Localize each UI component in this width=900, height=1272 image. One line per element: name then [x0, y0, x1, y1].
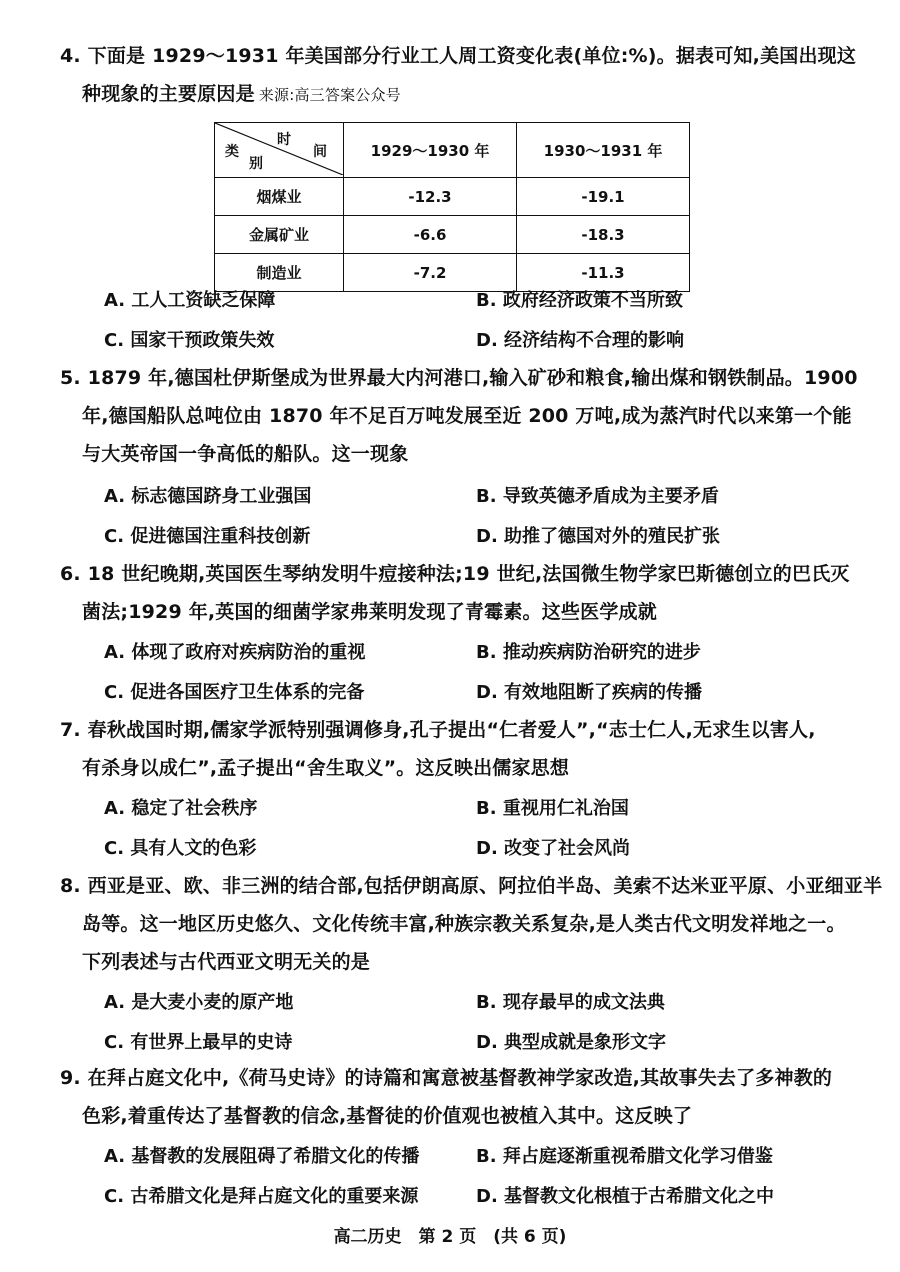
- question-4-text-line-2: [60, 82, 860, 107]
- question-text-line: 年,德国船队总吨位由 1870 年不足百万吨发展至近 200 万吨,成为蒸汽时代以来第一个能: [82, 405, 852, 427]
- question-9-options: [104, 1142, 864, 1222]
- table-cell: -12.3: [344, 178, 517, 216]
- table-row: [215, 216, 690, 254]
- option-c[interactable]: C. 具有人文的色彩: [104, 838, 257, 859]
- page-footer: 高二历史 第 2 页 (共 6 页): [333, 1227, 567, 1247]
- question-9: [60, 1066, 860, 1142]
- row-label: 金属矿业: [215, 216, 344, 254]
- question-5: [60, 366, 860, 480]
- row-label: 烟煤业: [215, 178, 344, 216]
- question-7: [60, 718, 860, 794]
- question-text-line: 5. 1879 年,德国杜伊斯堡成为世界最大内河港口,输入矿砂和粮食,输出煤和钢铁制品。1900: [60, 367, 858, 389]
- row-label: 制造业: [215, 254, 344, 292]
- option-c[interactable]: C. 有世界上最早的史诗: [104, 1032, 293, 1053]
- question-4-options: [104, 286, 864, 366]
- option-c[interactable]: C. 古希腊文化是拜占庭文化的重要来源: [104, 1186, 419, 1207]
- option-a[interactable]: A. 稳定了社会秩序: [104, 798, 258, 819]
- column-header: 1930～1931 年: [517, 123, 690, 178]
- option-b[interactable]: B. 推动疾病防治研究的进步: [476, 642, 701, 663]
- header-category-char-1: 类: [225, 144, 239, 160]
- question-6-options: [104, 638, 864, 718]
- question-4-text-line-1: 4. 下面是 1929～1931 年美国部分行业工人周工资变化表(单位:%)。据表可知,美国出现这: [60, 45, 857, 67]
- option-b[interactable]: B. 导致英德矛盾成为主要矛盾: [476, 486, 719, 507]
- question-text-line: 下列表述与古代西亚文明无关的是: [82, 951, 371, 973]
- option-b[interactable]: B. 重视用仁礼治国: [476, 798, 629, 819]
- source-note: 来源:高三答案公众号: [258, 86, 401, 104]
- table-cell: -11.3: [517, 254, 690, 292]
- option-c[interactable]: C. 促进各国医疗卫生体系的完备: [104, 682, 365, 703]
- option-a[interactable]: A. 标志德国跻身工业强国: [104, 486, 312, 507]
- question-6: [60, 562, 860, 638]
- question-text-line: 8. 西亚是亚、欧、非三洲的结合部,包括伊朗高原、阿拉伯半岛、美索不达米亚平原、小亚细亚半: [60, 875, 883, 897]
- question-5-options: [104, 482, 864, 562]
- option-a[interactable]: A. 是大麦小麦的原产地: [104, 992, 294, 1013]
- header-time-char-2: 间: [313, 144, 327, 160]
- question-text-line: 9. 在拜占庭文化中,《荷马史诗》的诗篇和寓意被基督教神学家改造,其故事失去了多神教的: [60, 1067, 833, 1089]
- option-a[interactable]: A. 工人工资缺乏保障: [104, 290, 276, 311]
- option-b[interactable]: B. 政府经济政策不当所致: [476, 290, 683, 311]
- option-d[interactable]: D. 经济结构不合理的影响: [476, 330, 685, 351]
- question-8-options: [104, 988, 864, 1068]
- option-c[interactable]: C. 促进德国注重科技创新: [104, 526, 311, 547]
- question-text-line: 岛等。这一地区历史悠久、文化传统丰富,种族宗教关系复杂,是人类古代文明发祥地之一。: [82, 913, 846, 935]
- question-text-line: 色彩,着重传达了基督教的信念,基督徒的价值观也被植入其中。这反映了: [82, 1105, 693, 1127]
- table-header-row: [215, 123, 690, 178]
- table-cell: -6.6: [344, 216, 517, 254]
- table-cell: -19.1: [517, 178, 690, 216]
- question-text-line: 6. 18 世纪晚期,英国医生琴纳发明牛痘接种法;19 世纪,法国微生物学家巴斯德创立的巴氏灭: [60, 563, 850, 585]
- question-4: [60, 44, 860, 107]
- option-b[interactable]: B. 拜占庭逐渐重视希腊文化学习借鉴: [476, 1146, 773, 1167]
- question-text-line: 与大英帝国一争高低的船队。这一现象: [82, 443, 409, 465]
- option-a[interactable]: A. 基督教的发展阻碍了希腊文化的传播: [104, 1146, 420, 1167]
- option-d[interactable]: D. 改变了社会风尚: [476, 838, 631, 859]
- wage-change-table: [214, 122, 690, 292]
- question-text-line: 7. 春秋战国时期,儒家学派特别强调修身,孔子提出“仁者爱人”,“志士仁人,无求生以害人,: [60, 719, 816, 741]
- question-text-line: 菌法;1929 年,英国的细菌学家弗莱明发现了青霉素。这些医学成就: [82, 601, 657, 623]
- table-corner-cell: [215, 123, 344, 178]
- header-time-char-1: 时: [277, 132, 291, 148]
- option-c[interactable]: C. 国家干预政策失效: [104, 330, 275, 351]
- header-category-char-2: 别: [249, 156, 263, 172]
- option-b[interactable]: B. 现存最早的成文法典: [476, 992, 665, 1013]
- question-text-line: 有杀身以成仁”,孟子提出“舍生取义”。这反映出儒家思想: [82, 757, 570, 779]
- question-4-stem-end: 种现象的主要原因是: [82, 83, 255, 105]
- option-d[interactable]: D. 典型成就是象形文字: [476, 1032, 667, 1053]
- question-8: [60, 874, 883, 988]
- table-cell: -18.3: [517, 216, 690, 254]
- option-d[interactable]: D. 有效地阻断了疾病的传播: [476, 682, 703, 703]
- table-row: [215, 178, 690, 216]
- question-7-options: [104, 794, 864, 874]
- option-d[interactable]: D. 基督教文化根植于古希腊文化之中: [476, 1186, 775, 1207]
- option-a[interactable]: A. 体现了政府对疾病防治的重视: [104, 642, 366, 663]
- option-d[interactable]: D. 助推了德国对外的殖民扩张: [476, 526, 721, 547]
- column-header: 1929～1930 年: [344, 123, 517, 178]
- table-cell: -7.2: [344, 254, 517, 292]
